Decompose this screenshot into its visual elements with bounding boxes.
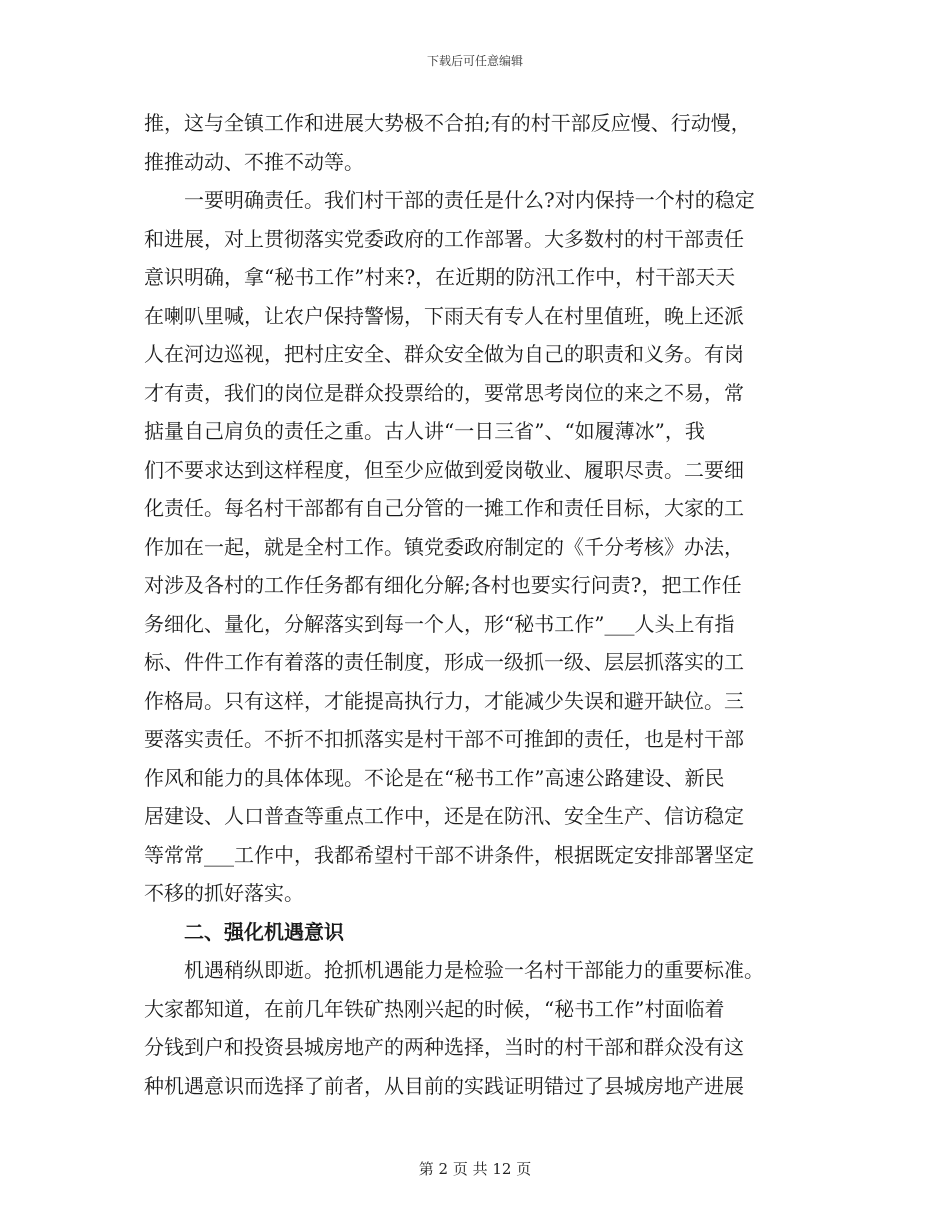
text-line: 在喇叭里喊，让农户保持警惕，下雨天有专人在村里值班，晚上还派 [144, 303, 744, 328]
page-header: 下载后可任意编辑 [426, 54, 523, 68]
text-line: 推推动动、不推不动等。 [144, 149, 364, 174]
text-line: 对涉及各村的工作任务都有细化分解;各村也要实行问责?，把工作任 [144, 573, 742, 597]
text-line: 要落实责任。不折不扣抓落实是村干部不可推卸的责任，也是村干部 [144, 727, 744, 751]
text-line: 才有责，我们的岗位是群众投票给的，要常思考岗位的来之不易，常 [144, 380, 744, 405]
document-body [144, 104, 812, 1105]
text-line: 务细化、量化，分解落实到每一个人，形“秘书工作”___人头上有指 [144, 611, 735, 636]
text-line: 分钱到户和投资县城房地产的两种选择，当时的村干部和群众没有这 [144, 1035, 744, 1059]
text-line: 意识明确，拿“秘书工作”村来?，在近期的防汛工作中，村干部天天 [144, 265, 736, 289]
text-line: 居建设、人口普查等重点工作中，还是在防汛、安全生产、信访稳定 [144, 804, 744, 828]
text-line: 人在河边巡视，把村庄安全、群众安全做为自己的职责和义务。有岗 [144, 342, 744, 366]
page-footer: 第 2 页 共 12 页 [418, 1160, 532, 1178]
text-line: 化责任。每名村干部都有自己分管的一摊工作和责任目标，大家的工 [144, 496, 744, 520]
text-line: 不移的抓好落实。 [144, 881, 304, 905]
text-line: 等常常___工作中，我都希望村干部不讲条件，根据既定安排部署坚定 [144, 842, 754, 867]
text-line: 掂量自己肩负的责任之重。古人讲“一日三省”、“如履薄冰”，我 [144, 419, 705, 443]
text-line: 一要明确责任。我们村干部的责任是什么?对内保持一个村的稳定 [184, 188, 755, 212]
text-line: 机遇稍纵即逝。抢抓机遇能力是检验一名村干部能力的重要标准。 [184, 958, 764, 982]
text-line: 作风和能力的具体体现。不论是在“秘书工作”高速公路建设、新民 [144, 765, 725, 790]
text-line: 和进展，对上贯彻落实党委政府的工作部署。大多数村的村干部责任 [144, 226, 744, 251]
text-line: 作格局。只有这样，才能提高执行力，才能减少失误和避开缺位。三 [144, 688, 744, 713]
text-line: 标、件件工作有着落的责任制度，形成一级抓一级、层层抓落实的工 [144, 650, 744, 674]
text-line: 大家都知道，在前几年铁矿热刚兴起的时候，“秘书工作”村面临着 [144, 996, 725, 1021]
text-line: 们不要求达到这样程度，但至少应做到爱岗敬业、履职尽责。二要细 [144, 457, 744, 482]
text-line: 种机遇意识而选择了前者，从目前的实践证明错过了县城房地产进展 [144, 1073, 744, 1098]
text-line: 作加在一起，就是全村工作。镇党委政府制定的《千分考核》办法， [144, 534, 744, 559]
section-heading: 二、强化机遇意识 [184, 919, 344, 944]
text-line: 推，这与全镇工作和进展大势极不合拍;有的村干部反应慢、行动慢， [144, 111, 751, 135]
